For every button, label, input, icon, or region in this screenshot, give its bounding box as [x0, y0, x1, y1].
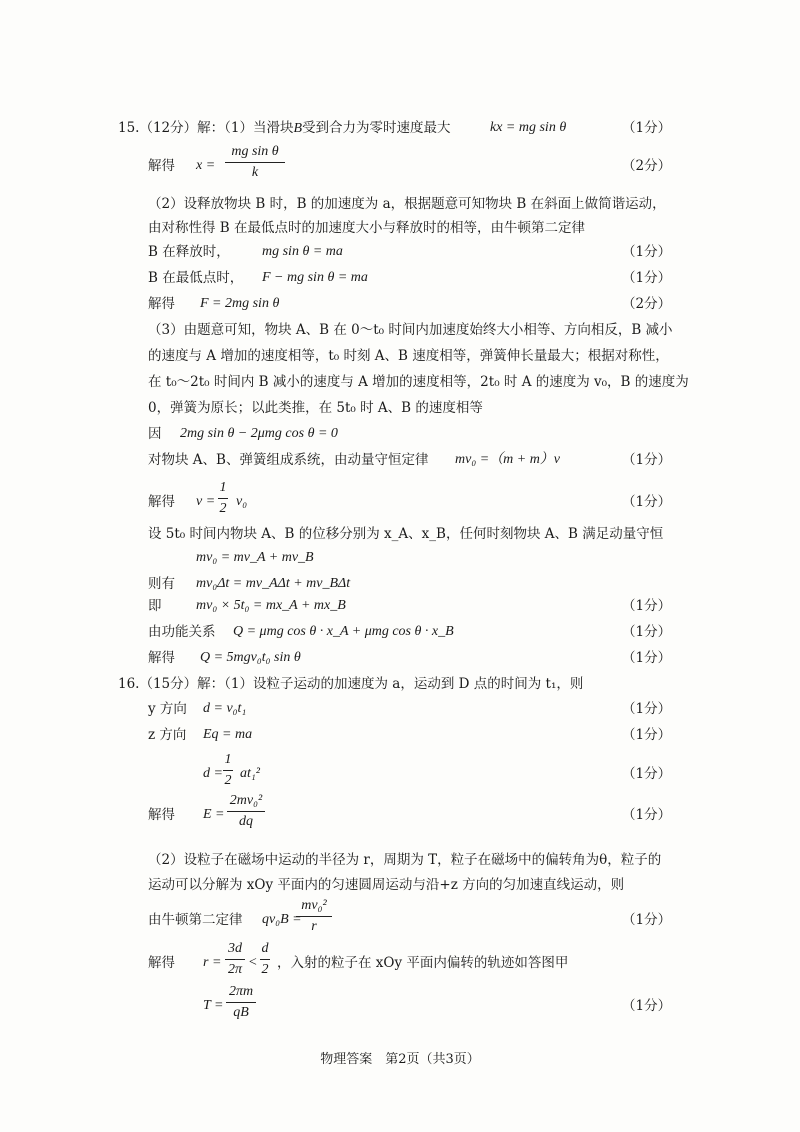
q16-y: y 方向 d = v₀t₁ （1分）: [0, 697, 800, 721]
fraction: 1 2: [224, 752, 232, 788]
q16-solve-r: 解得 r = 3d 2π < d 2 ，入射的粒子在 xOy 平面内偏转的轨迹如答图甲: [0, 951, 800, 975]
score: （1分）: [622, 650, 672, 666]
fraction: 1 2: [219, 480, 227, 516]
q16-z: z 方向 Eq = ma （1分）: [0, 723, 800, 747]
q16-header: 16.（15分）解：（1）设粒子运动的加速度为 a，运动到 D 点的时间为 t₁，则: [118, 676, 584, 692]
score: （1分）: [622, 598, 672, 614]
score: （1分）: [622, 270, 672, 286]
fraction: 3d 2π: [190, 939, 280, 980]
q15-p3-line4: 0，弹簧为原长；以此类推，在 5t₀ 时 A、B 的速度相等: [148, 400, 483, 416]
q15-release: B 在释放时， mg sin θ = ma （1分）: [0, 240, 800, 264]
fraction: mv₀² r: [269, 896, 359, 937]
score: （1分）: [622, 120, 672, 136]
q16-newton: 由牛顿第二定律 qv₀B = mv₀² r （1分）: [0, 908, 800, 932]
score: （1分）: [622, 807, 672, 823]
eq-lhs: x =: [196, 158, 216, 173]
fraction: d 2: [261, 941, 269, 977]
score: （1分）: [622, 727, 672, 743]
page-footer: 物理答案 第2页（共3页）: [320, 1052, 480, 1067]
q16-solve-E: 解得 E = 2mv₀² dq （1分）: [0, 803, 800, 827]
q15-mom2: 则有 mv₀Δt = mv_AΔt + mv_BΔt: [148, 576, 351, 592]
q15-momentum: 对物块 A、B、弹簧组成系统，由动量守恒定律 mv₀ =（m + m）v （1分）: [0, 448, 800, 472]
q15-lowest: B 在最低点时， F − mg sin θ = ma （1分）: [0, 266, 800, 290]
score: （1分）: [622, 912, 672, 928]
q15-p3-line2: 的速度与 A 增加的速度相等，t₀ 时刻 A、B 速度相等，弹簧伸长量最大；根据对称性，: [148, 348, 669, 364]
score: （1分）: [622, 998, 672, 1014]
score: （1分）: [622, 452, 672, 468]
q16-p2-line1: （2）设粒子在磁场中运动的半径为 r，周期为 T，粒子在磁场中的偏转角为θ，粒子的: [148, 852, 662, 868]
score: （1分）: [622, 494, 672, 510]
q15-displacement: 设 5t₀ 时间内物块 A、B 的位移分别为 x_A、x_B，任何时刻物块 A、B 满足动量守恒: [148, 526, 664, 542]
fraction: mg sin θ k: [210, 142, 300, 183]
q15-because: 因 2mg sin θ − 2μmg cos θ = 0: [148, 426, 338, 442]
q15-p3-line1: （3）由题意可知，物块 A、B 在 0～t₀ 时间内加速度始终大小相等、方向相反，B 减小: [148, 322, 673, 338]
fraction: 2πm qB: [196, 982, 286, 1023]
score: （2分）: [622, 296, 672, 312]
score: （1分）: [622, 701, 672, 717]
score: （1分）: [622, 624, 672, 640]
q15-p2-line1: （2）设释放物块 B 时，B 的加速度为 a，根据题意可知物块 B 在斜面上做简谐运动，: [148, 196, 666, 212]
solve-label: 解得: [148, 158, 175, 174]
q15-header: 15.（12分）解：（1）当滑块B受到合力为零时速度最大: [118, 120, 451, 136]
q16-d: d = 1 2 at₁² （1分）: [0, 762, 800, 786]
fraction: 2mv₀² dq: [201, 791, 291, 832]
score: （1分）: [622, 766, 672, 782]
score: （2分）: [622, 158, 672, 174]
q15-mom3: 即 mv₀ × 5t₀ = mx_A + mx_B （1分）: [0, 594, 800, 618]
q15-eq1: kx = mg sin θ: [490, 120, 567, 135]
q15-solve-F: 解得 F = 2mg sin θ （2分）: [0, 292, 800, 316]
q15-p2-line2: 由对称性得 B 在最低点时的加速度大小与释放时的相等，由牛顿第二定律: [148, 220, 586, 236]
q15-p3-line3: 在 t₀～2t₀ 时间内 B 减小的速度与 A 增加的速度相等，2t₀ 时 A 的速度为 v₀，B 的速度为: [148, 374, 689, 390]
q16-header-line: [0, 672, 800, 696]
q15-solve-x: [0, 144, 800, 180]
q15-header-line: [0, 116, 800, 140]
q15-solve-v: 解得 v = 1 2 v₀ （1分）: [0, 490, 800, 514]
q16-T: T = 2πm qB （1分）: [0, 994, 800, 1018]
score: （1分）: [622, 244, 672, 260]
q15-energy: 由功能关系 Q = μmg cos θ · x_A + μmg cos θ · x_B （1分）: [0, 620, 800, 644]
q16-p2-line2: 运动可以分解为 xOy 平面内的匀速圆周运动与沿+z 方向的匀加速直线运动，则: [148, 877, 625, 893]
q15-solve-Q: 解得 Q = 5mgv₀t₀ sin θ （1分）: [0, 646, 800, 670]
q15-mom1: mv₀ = mv_A + mv_B: [196, 550, 314, 565]
